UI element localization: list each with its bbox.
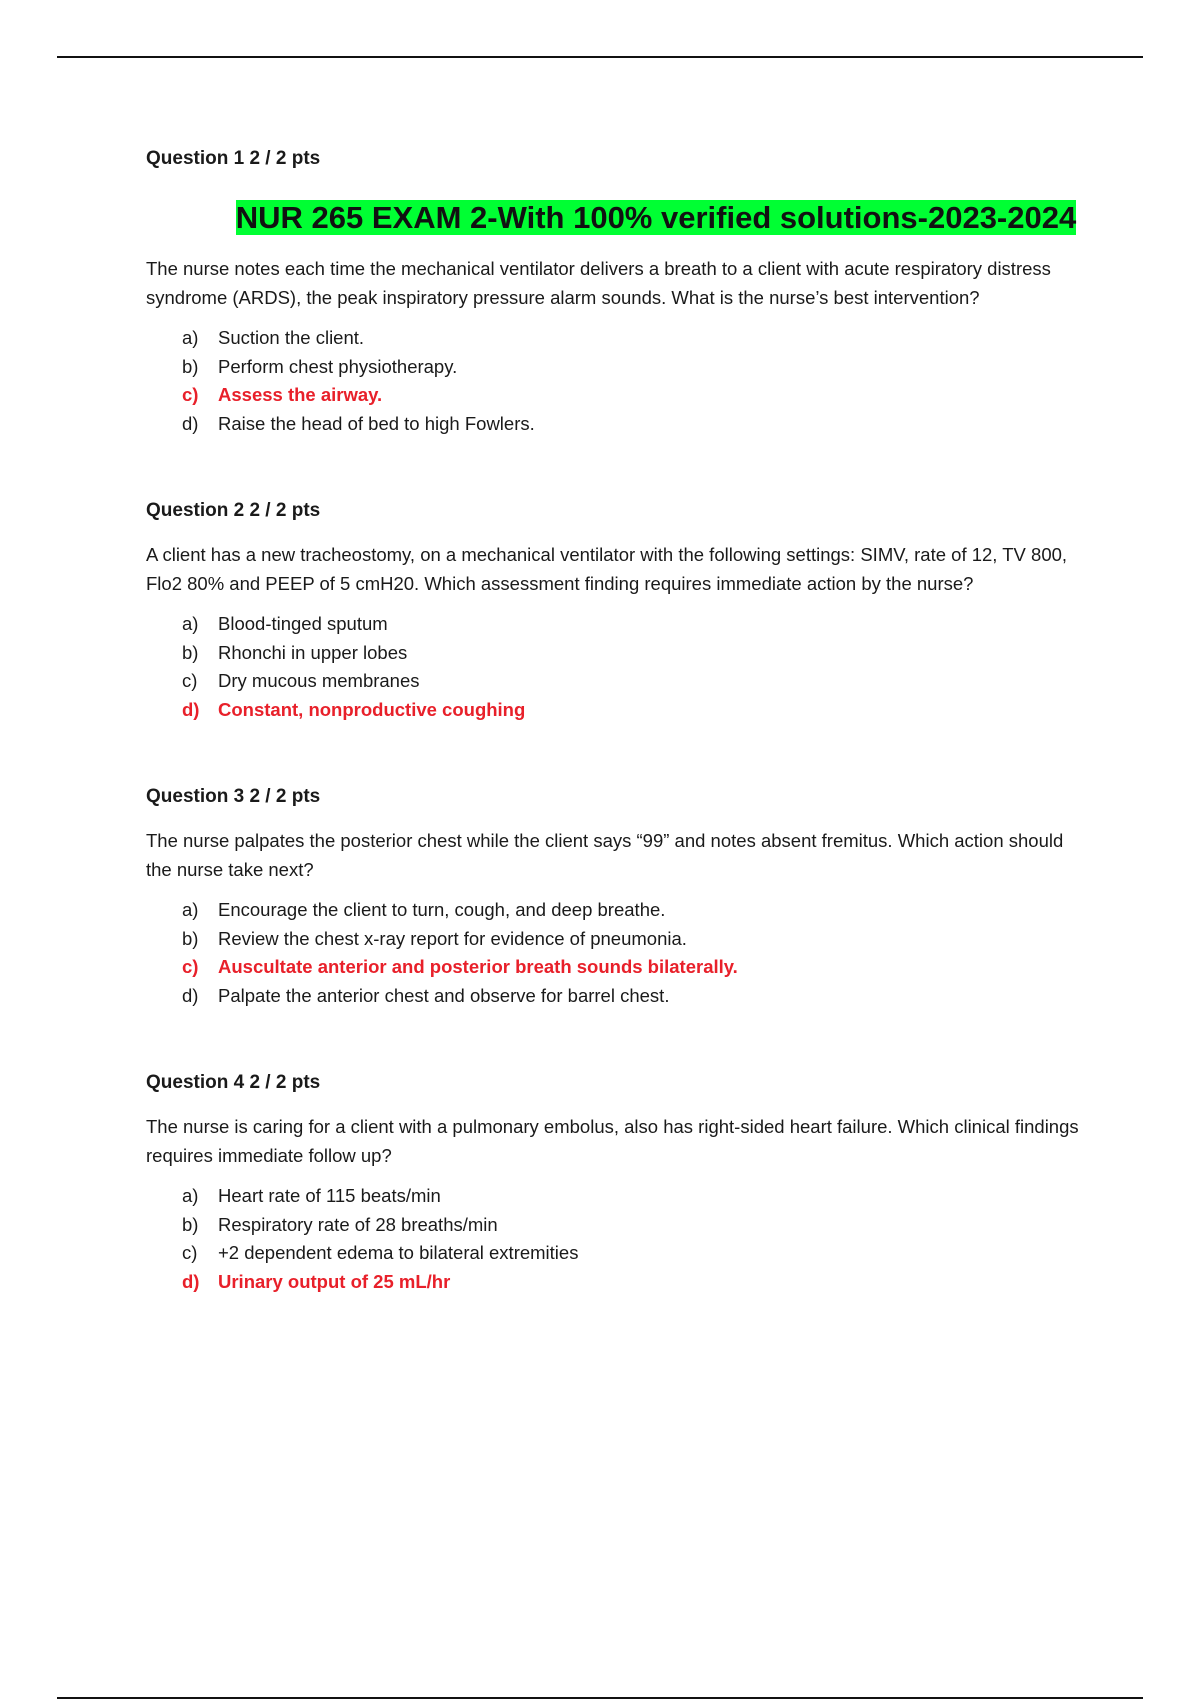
- correct-answer-option: [182, 381, 1086, 410]
- option-text: Respiratory rate of 28 breaths/min: [218, 1213, 498, 1235]
- answer-option: [182, 982, 1086, 1011]
- option-text: Auscultate anterior and posterior breath sounds bilaterally.: [218, 956, 738, 977]
- answer-option: [182, 639, 1086, 668]
- question-header: Question 1 2 / 2 pts: [146, 148, 321, 169]
- option-letter: c): [182, 670, 198, 691]
- question-block-4: [146, 1070, 1086, 1296]
- option-letter: c): [182, 956, 199, 977]
- option-letter: c): [182, 384, 199, 405]
- header-rule: [57, 56, 1143, 58]
- option-text: Encourage the client to turn, cough, and deep breathe.: [218, 899, 666, 920]
- option-letter: b): [182, 1213, 199, 1235]
- option-text: Dry mucous membranes: [218, 670, 420, 691]
- document-body: [146, 146, 1086, 1296]
- option-text: Perform chest physiotherapy.: [218, 355, 458, 377]
- correct-answer-option: [182, 953, 1086, 982]
- correct-answer-option: [182, 1268, 1086, 1297]
- question-block-1: [146, 146, 1086, 438]
- question-text: The nurse notes each time the mechanical ventilator delivers a breath to a client with acute respiratory distress syndrome (ARDS), the peak inspiratory pressure alarm sounds. What is the nurse’s best intervention?: [146, 258, 1051, 308]
- question-header: Question 2 2 / 2 pts: [146, 500, 321, 521]
- answer-option: [182, 353, 1086, 382]
- question-text: The nurse palpates the posterior chest while the client says “99” and notes absent fremitus. Which action should the nurse take next?: [146, 830, 1064, 880]
- document-title-text: NUR 265 EXAM 2-With 100% verified solutions-2023-2024: [235, 200, 1077, 235]
- answer-option: [182, 1211, 1086, 1240]
- option-text: Assess the airway.: [218, 384, 383, 405]
- answer-option: [182, 667, 1086, 696]
- option-text: Urinary output of 25 mL/hr: [218, 1270, 451, 1292]
- correct-answer-option: [182, 696, 1086, 725]
- answer-option: [182, 896, 1086, 925]
- answer-options: [146, 324, 1086, 438]
- option-letter: b): [182, 927, 199, 949]
- document-title: [216, 196, 1096, 240]
- answer-option: [182, 610, 1086, 639]
- answer-option: [182, 1182, 1086, 1211]
- option-letter: a): [182, 327, 199, 348]
- question-header: Question 4 2 / 2 pts: [146, 1072, 321, 1093]
- option-text: Raise the head of bed to high Fowlers.: [218, 412, 535, 434]
- option-letter: a): [182, 1185, 199, 1206]
- option-letter: d): [182, 698, 200, 720]
- option-letter: d): [182, 1270, 200, 1292]
- question-text: The nurse is caring for a client with a pulmonary embolus, also has right-sided heart failure. Which clinical findings requires immediate follow up?: [146, 1116, 1079, 1166]
- option-letter: d): [182, 984, 199, 1006]
- option-letter: a): [182, 613, 199, 634]
- option-letter: b): [182, 355, 199, 377]
- answer-options: [146, 1182, 1086, 1296]
- answer-option: [182, 1239, 1086, 1268]
- question-text: A client has a new tracheostomy, on a mechanical ventilator with the following settings: SIMV, rate of 12, TV 800, Flo2 80% and PEEP of 5 cmH20. Which assessment finding requires immediate action by the nurse?: [146, 544, 1068, 594]
- footer-rule: [57, 1697, 1143, 1699]
- answer-options: [146, 610, 1086, 724]
- option-text: Heart rate of 115 beats/min: [218, 1185, 441, 1206]
- option-letter: c): [182, 1242, 198, 1263]
- question-block-2: [146, 498, 1086, 724]
- question-header: Question 3 2 / 2 pts: [146, 786, 321, 807]
- option-text: Constant, nonproductive coughing: [218, 698, 526, 720]
- option-letter: d): [182, 412, 199, 434]
- answer-option: [182, 410, 1086, 439]
- answer-option: [182, 324, 1086, 353]
- option-text: Rhonchi in upper lobes: [218, 641, 408, 663]
- option-text: Review the chest x-ray report for evidence of pneumonia.: [218, 927, 687, 949]
- option-letter: b): [182, 641, 199, 663]
- option-text: Suction the client.: [218, 327, 365, 348]
- option-text: +2 dependent edema to bilateral extremities: [218, 1242, 579, 1263]
- option-text: Palpate the anterior chest and observe for barrel chest.: [218, 984, 670, 1006]
- answer-option: [182, 925, 1086, 954]
- answer-options: [146, 896, 1086, 1010]
- question-block-3: [146, 784, 1086, 1010]
- option-letter: a): [182, 899, 199, 920]
- option-text: Blood-tinged sputum: [218, 613, 388, 634]
